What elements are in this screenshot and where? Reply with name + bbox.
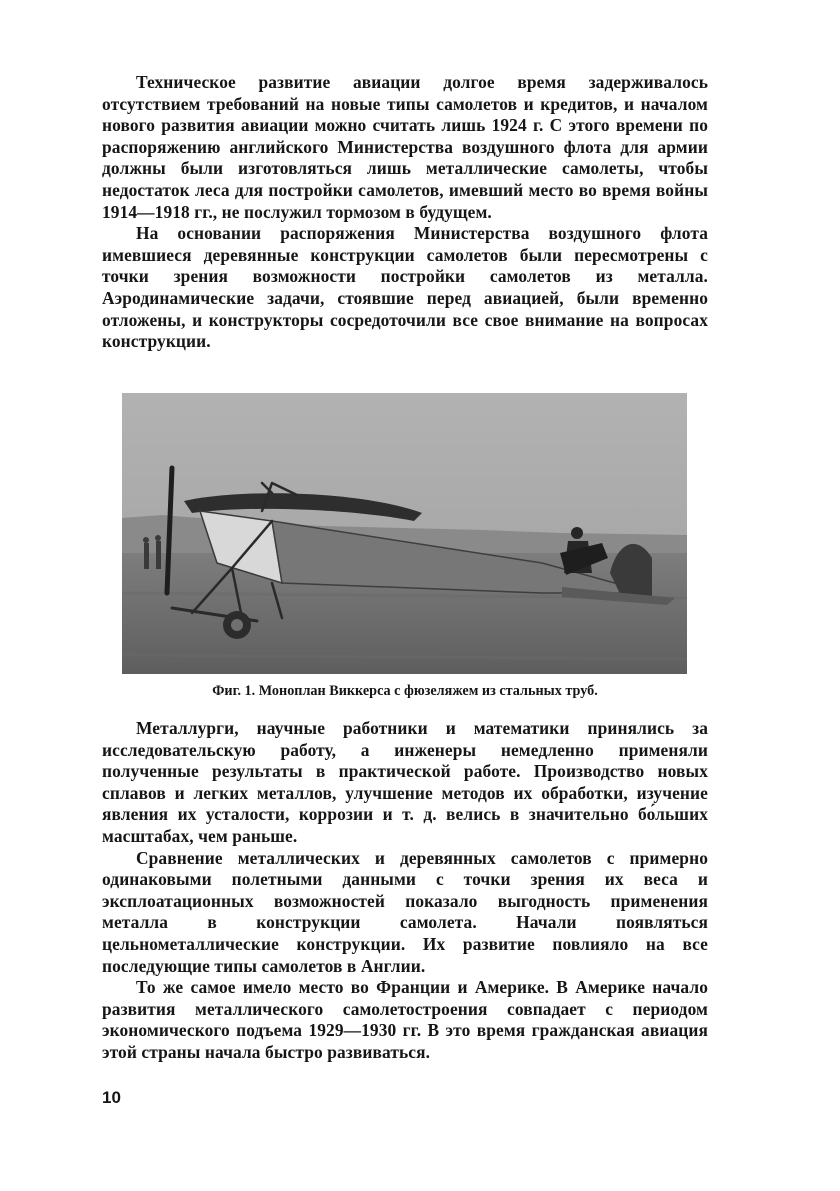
paragraph: Техническое развитие авиации долгое время задерживалось отсутствием требований на новые типы самолетов и кредитов, и началом нового развития авиации можно считать лишь 1924 г. С этого времени по распоряжению английского Министерства воздушного флота для армии должны были изготовляться лишь металлические самолеты, чтобы недостаток леса для постройки самолетов, имевший место во время войны 1914—1918 гг., не послужил тормозом в будущем.	[102, 72, 708, 222]
figure-caption: Фиг. 1. Моноплан Виккерса с фюзеляжем из стальных труб.	[212, 683, 598, 699]
paragraph: Сравнение металлических и деревянных самолетов с примерно одинаковыми полетными данными с точки зрения их веса и эксплоатационных возможностей показало выгодность применения металла в конструкции самолета. Начали появляться цельнометаллические конструкции. Их развитие повлияло на все последующие типы самолетов в Англии.	[102, 847, 708, 976]
paragraph: На основании распоряжения Министерства воздушного флота имевшиеся деревянные конструкции самолетов были пересмотрены с точки зрения возможности постройки самолетов из металла. Аэродинамические задачи, стоявшие перед авиацией, были временно отложены, и конструкторы сосредоточили все свое внимание на вопросах конструкции.	[102, 223, 708, 352]
monoplane-photo-illustration	[122, 393, 687, 674]
bottom-text-block	[102, 718, 708, 1064]
aircraft-photo	[122, 393, 687, 674]
page-number: 10	[102, 1088, 121, 1107]
paragraph: Металлурги, научные работники и математики принялись за исследовательскую работу, а инженеры немедленно применяли полученные результаты в практической работе. Производство новых сплавов и легких металлов, улучшение методов их обработки, изучение явления их усталости, коррозии и т. д. велись в значительно бо́льших масштабах, чем раньше.	[102, 718, 708, 846]
paragraph: То же самое имело место во Франции и Америке. В Америке начало развития металлического самолетостроения совпадает с периодом экономического подъема 1929—1930 гг. В это время гражданская авиация этой страны начала быстро развиваться.	[102, 977, 708, 1062]
top-text-block	[102, 72, 708, 353]
